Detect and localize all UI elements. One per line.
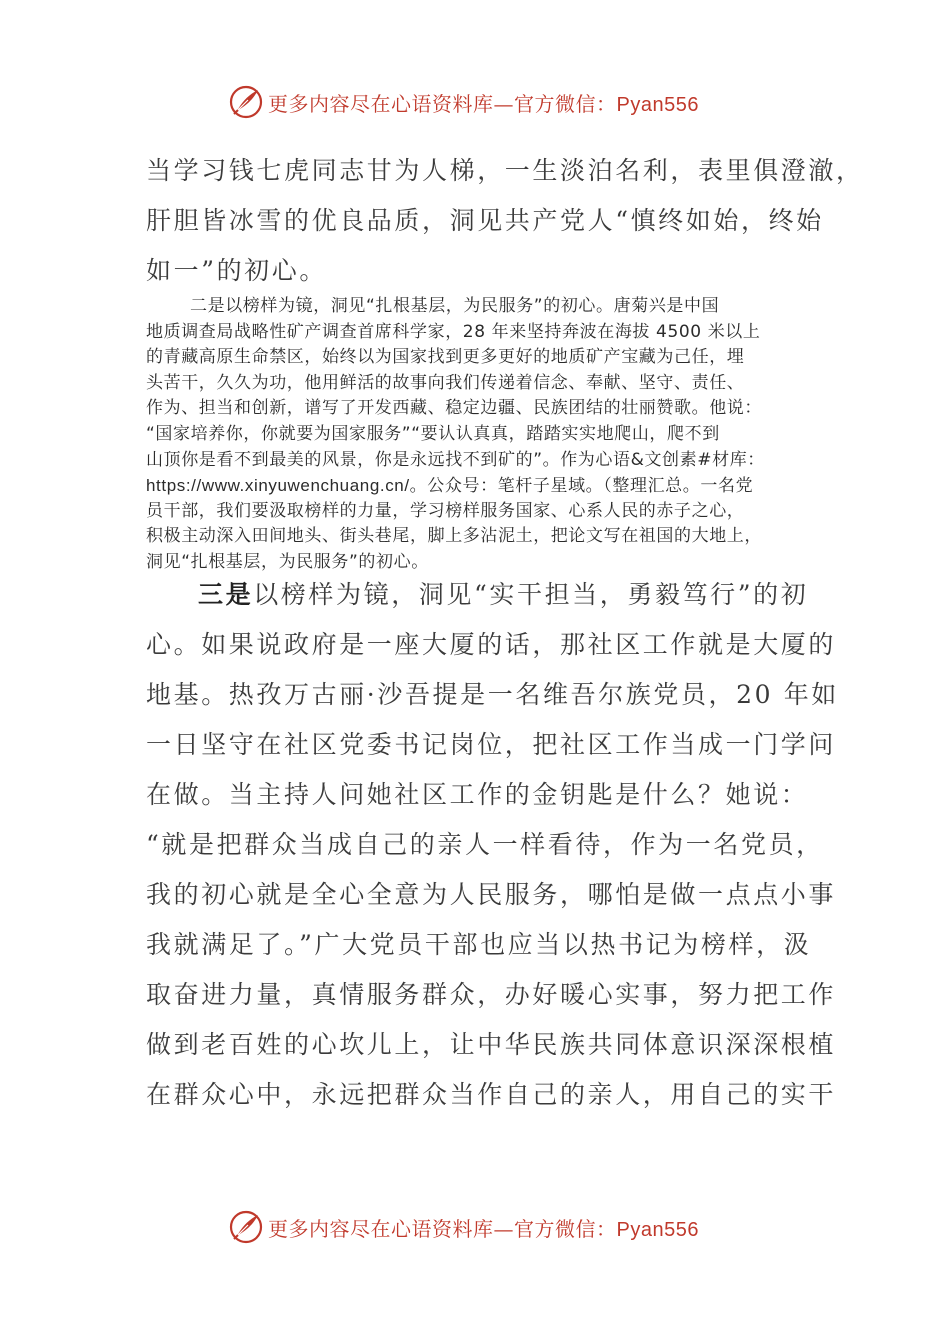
text-line: https://www.xinyuwenchuang.cn/。公众号：笔杆子星域。（整理汇总。一名党 — [146, 476, 754, 496]
paragraph-1 — [146, 146, 864, 296]
text-line: “就是把群众当成自己的亲人一样看待，作为一名党员， — [146, 830, 824, 859]
text-line: 做到老百姓的心坎儿上，让中华民族共同体意识深深根植 — [146, 1030, 837, 1059]
text-line: 的青藏高原生命禁区，始终以为国家找到更多更好的地质矿产宝藏为己任，埋 — [146, 347, 745, 368]
text-line: 地基。热孜万古丽·沙吾提是一名维吾尔族党员，20 年如 — [146, 680, 839, 709]
text-line: 作为、担当和创新，谱写了开发西藏、稳定边疆、民族团结的壮丽赞歌。他说： — [146, 398, 762, 419]
text-line: 山顶你是看不到最美的风景，你是永远找不到矿的”。作为心语&文创素#材库： — [146, 449, 765, 470]
text-line: 肝胆皆冰雪的优良品质，洞见共产党人“慎终如始，终始 — [146, 206, 824, 235]
para3-lead: 三是 — [198, 580, 254, 609]
text-line: 在做。当主持人问她社区工作的金钥匙是什么？她说： — [146, 780, 809, 809]
text-line: 心。如果说政府是一座大厦的话，那社区工作就是大厦的 — [146, 630, 837, 659]
text-line: 我就满足了。”广大党员干部也应当以热书记为榜样，汲 — [146, 930, 812, 959]
header-banner — [228, 82, 748, 122]
paragraph-2 — [146, 294, 818, 576]
quill-logo-icon — [228, 1209, 264, 1245]
text-line: 二是以榜样为镜，洞见“扎根基层，为民服务”的初心。唐菊兴是中国 — [190, 296, 720, 316]
text-line: 如一”的初心。 — [146, 256, 327, 285]
text-line: 取奋进力量，真情服务群众，办好暖心实事，努力把工作 — [146, 980, 837, 1009]
text-line: 三是以榜样为镜，洞见“实干担当，勇毅笃行”的初 — [198, 580, 809, 609]
text-line: 头苦干，久久为功，他用鲜活的故事向我们传递着信念、奉献、坚守、责任、 — [146, 372, 745, 393]
text-line: 地质调查局战略性矿产调查首席科学家，28 年来坚持奔波在海拔 4500 米以上 — [146, 321, 761, 342]
text-line: 在群众心中，永远把群众当作自己的亲人，用自己的实干 — [146, 1080, 837, 1109]
text-line: 员干部，我们要汲取榜样的力量，学习榜样服务国家、心系人民的赤子之心， — [146, 500, 745, 521]
text-line: 积极主动深入田间地头、街头巷尾，脚上多沾泥土，把论文写在祖国的大地上， — [146, 526, 762, 547]
text-line: 我的初心就是全心全意为人民服务，哪怕是做一点点小事 — [146, 880, 837, 909]
paragraph-3 — [146, 570, 839, 1120]
quill-logo-icon — [228, 84, 264, 120]
footer-banner — [228, 1207, 748, 1247]
header-wechat-id: Pyan556 — [616, 93, 699, 116]
footer-wechat-id: Pyan556 — [616, 1218, 699, 1241]
text-line: 洞见“扎根基层，为民服务”的初心。 — [146, 551, 429, 572]
text-line: 当学习钱七虎同志甘为人梯，一生淡泊名利，表里俱澄澈， — [146, 156, 864, 185]
footer-banner-text: 更多内容尽在心语资料库—官方微信：Pyan556 — [268, 1216, 699, 1241]
header-banner-text: 更多内容尽在心语资料库—官方微信：Pyan556 — [268, 91, 699, 116]
text-line: 一日坚守在社区党委书记岗位，把社区工作当成一门学问 — [146, 730, 837, 759]
text-line: “国家培养你，你就要为国家服务”“要认认真真，踏踏实实地爬山，爬不到 — [146, 423, 720, 444]
